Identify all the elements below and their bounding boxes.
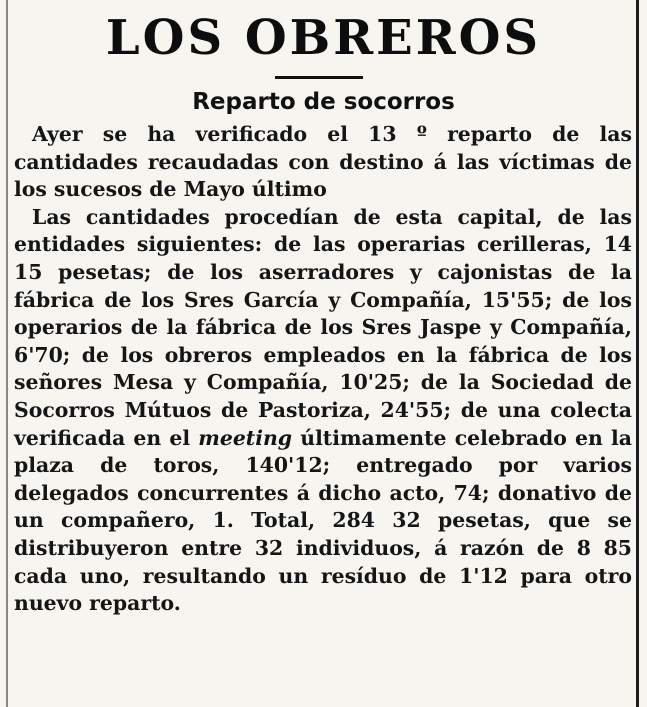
paragraph-2-part-1: Las cantidades procedían de esta capital, de las entidades siguientes: de las operarias cerilleras, 14 15 pesetas; de los aserradores y cajonistas de la fábrica de los Sres García y Compañía, 15'55; de los operarios de la fábrica de los Sres Jaspe y Compañía, 6'70; de los obreros empleados en la fábrica de los señores Mesa y Compañía, 10'25; de la Sociedad de Socorros Mútuos de Pastoriza, 24'55; de una colecta verificada en el [14,204,632,450]
headline-divider [275,76,363,79]
paragraph-2-part-2: últimamente celebrado en la plaza de toros, 140'12; entregado por varios delegados concurrentes á dicho acto, 74; donativo de un compañero, 1. Total, 284 32 pesetas, que se distribuyeron entre 32 individuos, á razón de 8 85 cada uno, resultando un resíduo de 1'12 para otro nuevo reparto. [14,425,632,616]
paragraph-1: Ayer se ha verificado el 13 º reparto de las cantidades recaudadas con destino á las víctimas de los sucesos de Mayo último [14,122,632,202]
paragraph-2 [14,204,632,618]
subheadline: Reparto de socorros [192,89,455,115]
article-body [14,121,632,618]
headline: LOS OBREROS [105,10,542,66]
meeting-word: meeting [198,425,293,450]
